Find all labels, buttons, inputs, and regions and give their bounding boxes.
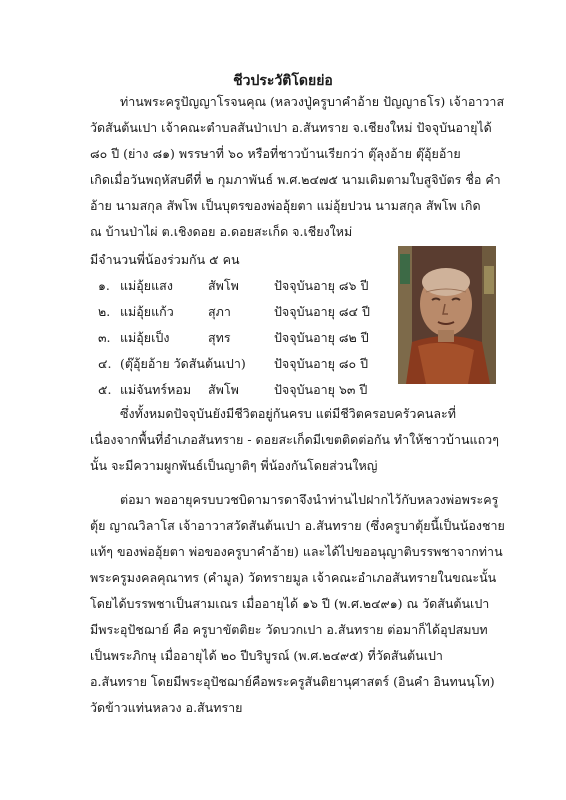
sibling-age: ปัจจุบันอายุ ๘๔ ปี bbox=[274, 304, 370, 319]
sibling-name: แม่อุ้ยเป็ง bbox=[120, 330, 170, 345]
sibling-name: แม่อุ้ยแสง bbox=[120, 278, 173, 293]
sibling-num: ๕. bbox=[98, 382, 112, 397]
monk-portrait-photo bbox=[398, 246, 496, 384]
sibling-row bbox=[98, 354, 398, 374]
sibling-surname: สัพโพ bbox=[208, 382, 239, 397]
sibling-name: (ตุ๊อุ้ยอ้าย วัดสันต้นเปา) bbox=[120, 356, 246, 371]
para3-line: พระครูมงคลคุณาทร (คำมูล) วัดทรายมูล เจ้าคณะอำเภอสันทรายในขณะนั้น bbox=[90, 570, 497, 585]
intro-line: ท่านพระครูปัญญาโรจนคุณ (หลวงปู่ครูบาคำอ้าย ปัญญาธโร) เจ้าอาวาส bbox=[120, 94, 505, 109]
sibling-num: ๒. bbox=[98, 304, 111, 319]
sibling-name: แม่จันทร์หอม bbox=[120, 382, 192, 397]
document-title: ชีวประวัติโดยย่อ bbox=[233, 73, 333, 89]
intro-line: ๘๐ ปี (ย่าง ๘๑) พรรษาที่ ๖๐ หรือที่ชาวบ้านเรียกว่า ตุ๊ลุงอ้าย ตุ๊อุ้ยอ้าย bbox=[90, 146, 461, 161]
para3-line: วัดข้าวแท่นหลวง อ.สันทราย bbox=[90, 700, 243, 715]
sibling-age: ปัจจุบันอายุ ๘๒ ปี bbox=[274, 330, 369, 345]
sibling-surname: สัพโพ bbox=[208, 278, 239, 293]
sibling-age: ปัจจุบันอายุ ๖๓ ปี bbox=[274, 382, 368, 397]
para3-line: โดยได้บรรพชาเป็นสามเณร เมื่ออายุได้ ๑๖ ปี (พ.ศ.๒๔๙๑) ณ วัดสันต้นเปา bbox=[90, 596, 490, 611]
para3-line: มีพระอุปัชฌาย์ คือ ครูบาขัตติยะ วัดบวกเปา อ.สันทราย ต่อมาก็ได้อุปสมบท bbox=[90, 622, 488, 637]
para3-line: ต่อมา พออายุครบบวชบิดามารดาจึงนำท่านไปฝากไว้กับหลวงพ่อพระครู bbox=[120, 492, 499, 507]
sibling-row bbox=[98, 328, 398, 348]
sibling-num: ๑. bbox=[98, 278, 110, 293]
sibling-num: ๓. bbox=[98, 330, 111, 345]
para2-line: เนื่องจากพื้นที่อำเภอสันทราย - ดอยสะเก็ดมีเขตติดต่อกัน ทำให้ชาวบ้านแถวๆ bbox=[90, 432, 499, 447]
sibling-age: ปัจจุบันอายุ ๘๖ ปี bbox=[274, 278, 369, 293]
intro-line: วัดสันต้นเปา เจ้าคณะตำบลสันป่าเปา อ.สันทราย จ.เชียงใหม่ ปัจจุบันอายุได้ bbox=[90, 120, 492, 135]
para2-line: ซึ่งทั้งหมดปัจจุบันยังมีชีวิตอยู่กันครบ แต่มีชีวิตครอบครัวคนละที่ bbox=[120, 406, 456, 421]
para2-line: นั้น จะมีความผูกพันธ์เป็นญาติๆ พี่น้องกันโดยส่วนใหญ่ bbox=[90, 458, 378, 473]
intro-line: อ้าย นามสกุล สัพโพ เป็นบุตรของพ่ออุ้ยตา แม่อุ้ยปวน นามสกุล สัพโพ เกิด bbox=[90, 198, 481, 213]
sibling-row bbox=[98, 380, 398, 400]
sibling-row bbox=[98, 276, 398, 296]
para3-line: แท้ๆ ของพ่ออุ้ยตา พ่อของครูบาคำอ้าย) และได้ไปขออนุญาติบรรพชาจากท่าน bbox=[90, 544, 503, 559]
siblings-heading: มีจำนวนพี่น้องร่วมกัน ๕ คน bbox=[90, 252, 240, 267]
sibling-row bbox=[98, 302, 398, 322]
para3-line: ตุ้ย ญาณวิลาโส เจ้าอาวาสวัดสันต้นเปา อ.สันทราย (ซึ่งครูบาตุ้ยนี้เป็นน้องชาย bbox=[90, 518, 505, 533]
intro-line: เกิดเมื่อวันพฤหัสบดีที่ ๒ กุมภาพันธ์ พ.ศ.๒๔๗๕ นามเดิมตามใบสูจิบัตร ชื่อ คำ bbox=[90, 172, 501, 187]
sibling-age: ปัจจุบันอายุ ๘๐ ปี bbox=[274, 356, 369, 371]
sibling-surname: สุภา bbox=[208, 304, 231, 319]
sibling-num: ๔. bbox=[98, 356, 112, 371]
para3-line: เป็นพระภิกษุ เมื่ออายุได้ ๒๐ ปีบริบูรณ์ (พ.ศ.๒๔๙๕) ที่วัดสันต้นเปา bbox=[90, 648, 443, 663]
intro-line: ณ บ้านป่าไผ่ ต.เชิงดอย อ.ดอยสะเก็ด จ.เชียงใหม่ bbox=[90, 224, 353, 239]
para3-line: อ.สันทราย โดยมีพระอุปัชฌาย์คือพระครูสันติยานุศาสตร์ (อินคำ อินทนนฺโท) bbox=[90, 674, 495, 689]
sibling-surname: สุทร bbox=[208, 330, 231, 345]
sibling-name: แม่อุ้ยแก้ว bbox=[120, 304, 174, 319]
